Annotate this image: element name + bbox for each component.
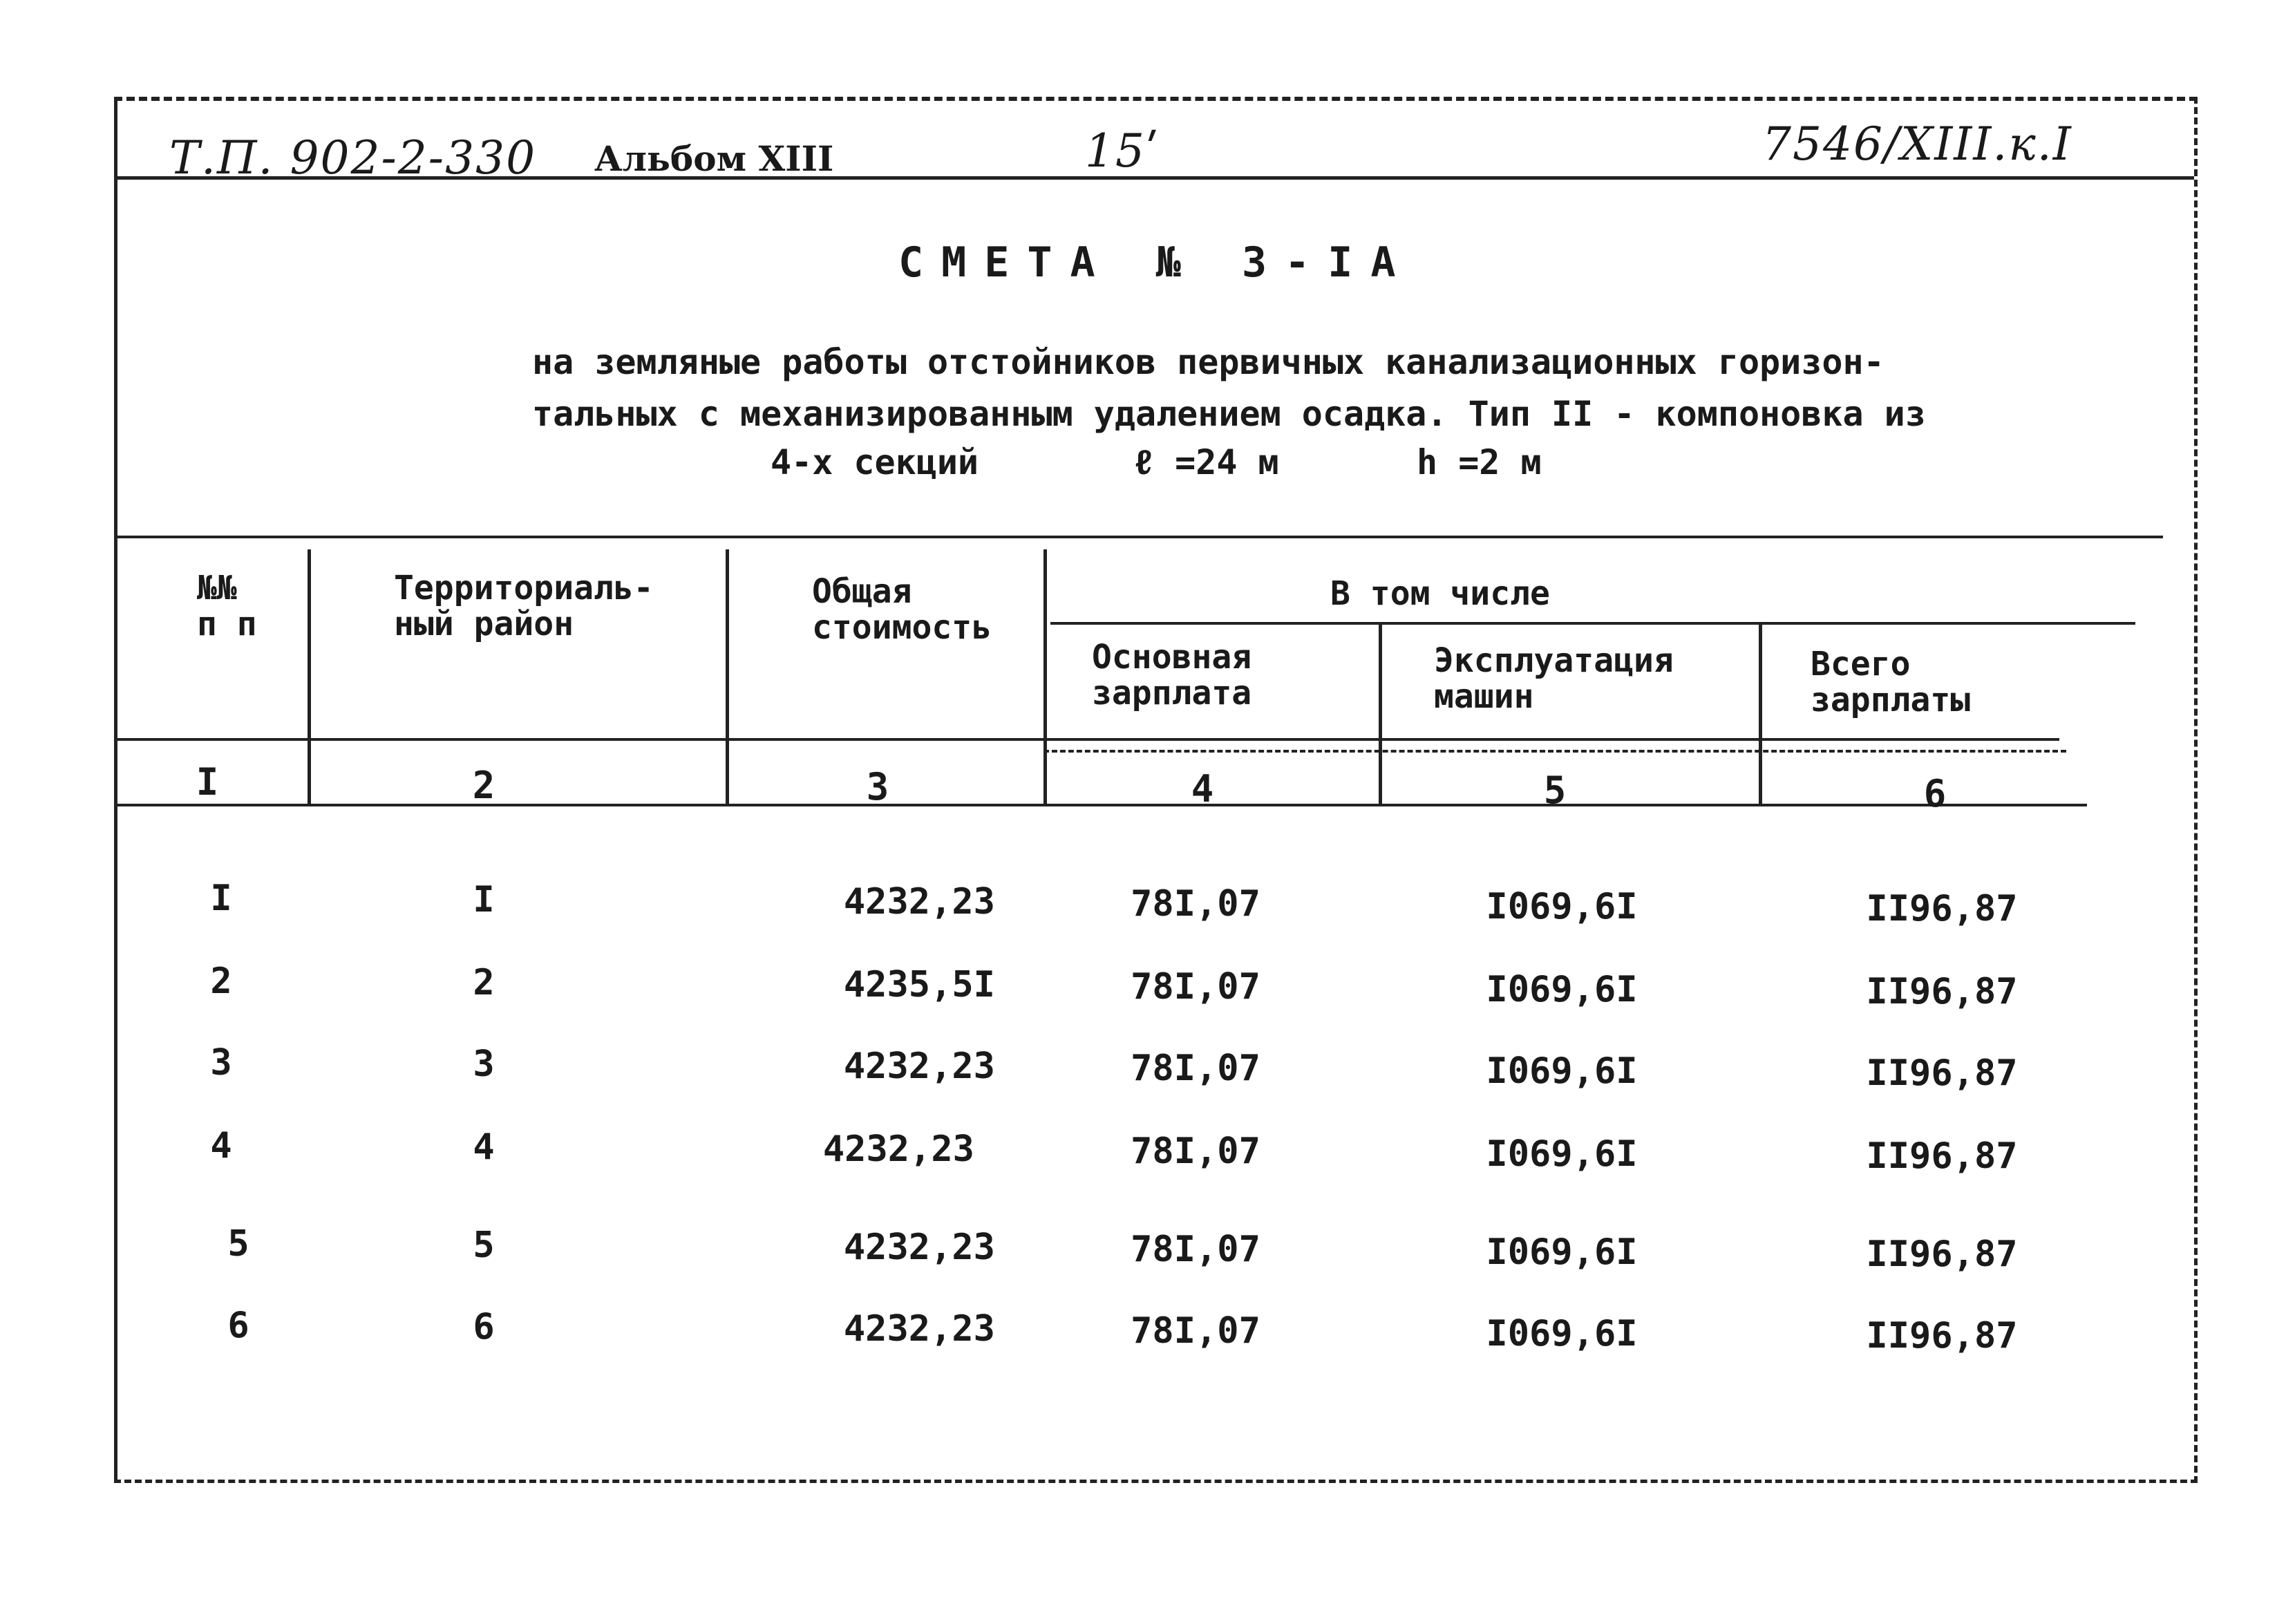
row-region: I <box>473 879 495 920</box>
row-wage: 78I,07 <box>1131 1229 1260 1270</box>
description-line-2: тальных с механизированным удалением осадка. Тип II - компоновка из <box>532 394 1926 434</box>
row-wage: 78I,07 <box>1131 1310 1260 1352</box>
row-wage: 78I,07 <box>1131 883 1260 925</box>
row-total-wage: II96,87 <box>1866 1052 2018 1094</box>
col-divider-2 <box>726 549 729 805</box>
col-header-region: Территориаль- ный район <box>394 569 654 643</box>
colnum-1: I <box>196 760 219 804</box>
row-machines: I069,6I <box>1486 886 1638 927</box>
row-cost: 4232,23 <box>843 1227 995 1268</box>
row-cost: 4235,5I <box>843 964 995 1005</box>
group-header-rule <box>1050 622 2135 625</box>
colnum-top-rule <box>1043 750 2066 753</box>
document-title: СМЕТА № 3-IA <box>898 238 1414 287</box>
description-line-1: на земляные работы отстойников первичных канализационных горизон- <box>532 342 1884 382</box>
colnum-3: 3 <box>866 765 889 809</box>
row-cost: 4232,23 <box>822 1129 974 1170</box>
row-total-wage: II96,87 <box>1866 1234 2018 1275</box>
colnum-2: 2 <box>472 764 495 807</box>
row-machines: I069,6I <box>1486 1050 1638 1092</box>
row-region: 4 <box>473 1126 495 1168</box>
col-header-cost: Общая стоимость <box>812 572 992 647</box>
row-region: 5 <box>473 1225 495 1266</box>
header-bottom-rule <box>117 738 2059 741</box>
table-top-rule <box>117 536 2163 538</box>
project-code: Т.П. 902-2-330 <box>169 131 537 185</box>
col-header-group: В том числе <box>1330 574 1550 613</box>
document-frame <box>114 97 2198 1483</box>
row-num: I <box>210 878 232 919</box>
row-wage: 78I,07 <box>1131 1131 1260 1172</box>
length-label: ℓ =24 м <box>1133 442 1279 482</box>
row-num: 5 <box>227 1223 249 1265</box>
row-num: 2 <box>210 961 232 1002</box>
col-header-wage: Основная зарплата <box>1092 638 1252 712</box>
col-header-num: №№ п п <box>197 569 257 643</box>
row-region: 2 <box>473 962 495 1003</box>
row-machines: I069,6I <box>1486 1231 1638 1273</box>
row-cost: 4232,23 <box>843 1046 995 1087</box>
row-total-wage: II96,87 <box>1866 888 2018 929</box>
col-divider-3 <box>1043 549 1047 805</box>
depth-label: h =2 м <box>1417 442 1542 482</box>
row-region: 6 <box>473 1306 495 1348</box>
row-total-wage: II96,87 <box>1866 1315 2018 1357</box>
row-wage: 78I,07 <box>1131 1048 1260 1089</box>
colnum-5: 5 <box>1543 768 1567 812</box>
colnum-bottom-rule <box>117 804 2087 806</box>
sections-label: 4-х секций <box>771 442 979 482</box>
row-machines: I069,6I <box>1486 1133 1638 1175</box>
row-region: 3 <box>473 1044 495 1085</box>
row-num: 4 <box>210 1125 232 1167</box>
col-header-machines: Эксплуатация машин <box>1434 641 1674 716</box>
col-divider-1 <box>308 549 311 805</box>
col-divider-4 <box>1379 622 1382 805</box>
row-num: 6 <box>227 1305 249 1346</box>
row-wage: 78I,07 <box>1131 966 1260 1008</box>
row-cost: 4232,23 <box>843 1308 995 1350</box>
col-divider-5 <box>1759 622 1762 805</box>
album-label: Альбом XIII <box>594 138 834 179</box>
archive-code: 7546/XIII.к.I <box>1762 117 2072 171</box>
row-total-wage: II96,87 <box>1866 971 2018 1012</box>
row-cost: 4232,23 <box>843 881 995 923</box>
row-machines: I069,6I <box>1486 1313 1638 1354</box>
colnum-4: 4 <box>1191 767 1214 811</box>
page-number: 15ʹ <box>1085 124 1160 178</box>
colnum-6: 6 <box>1923 772 1947 815</box>
col-header-total-wage: Всего зарплаты <box>1811 645 1971 719</box>
row-machines: I069,6I <box>1486 969 1638 1010</box>
row-num: 3 <box>210 1042 232 1084</box>
row-total-wage: II96,87 <box>1866 1135 2018 1177</box>
